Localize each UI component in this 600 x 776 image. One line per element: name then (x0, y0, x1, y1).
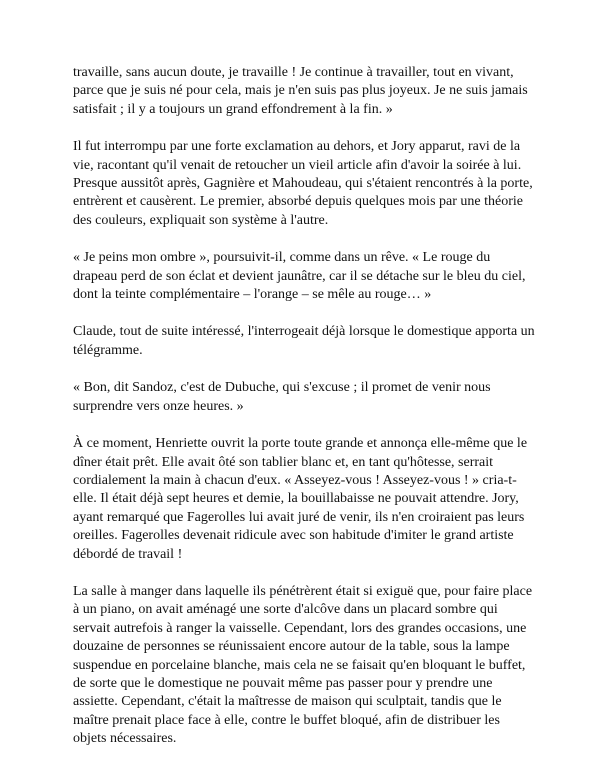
paragraph-4: Claude, tout de suite intéressé, l'interrogeait déjà lorsque le domestique apporta un télégramme. (73, 324, 535, 358)
paragraph-3: « Je peins mon ombre », poursuivit-il, comme dans un rêve. « Le rouge du drapeau perd de son éclat et devient jaunâtre, car il se détache sur le bleu du ciel, dont la teinte complémentaire – l'orange – se mêle au rouge… » (73, 250, 526, 303)
paragraph-2: Il fut interrompu par une forte exclamation au dehors, et Jory apparut, ravi de la vie, racontant qu'il venait de retoucher un vieil article afin d'avoir la soirée à lui. Presque aussitôt après, Gagnière et Mahoudeau, qui s'étaient rencontrés à la porte, entrèrent et causèrent. Le premier, absorbé depuis quelques mois par une théorie des couleurs, expliquait son système à l'autre. (73, 139, 533, 228)
paragraph-1: travaille, sans aucun doute, je travaille ! Je continue à travailler, tout en vivant, parce que je suis né pour cela, mais je n'en suis pas plus joyeux. Je ne suis jamais satisfait ; il y a toujours un grand effondrement à la fin. » (73, 65, 528, 117)
paragraph-5: « Bon, dit Sandoz, c'est de Dubuche, qui s'excuse ; il promet de venir nous surprendre vers onze heures. » (73, 380, 491, 414)
body-text (73, 64, 535, 768)
paragraph-6: À ce moment, Henriette ouvrit la porte toute grande et annonça elle-même que le dîner était prêt. Elle avait ôté son tablier blanc et, en tant qu'hôtesse, serrait cordialement la main à chacun d'eux. « Asseyez-vous ! Asseyez-vous ! » cria-t-elle. Il était déjà sept heures et demie, la bouillabaisse ne pouvait attendre. Jory, ayant remarqué que Fagerolles lui avait juré de venir, ils n'en croiraient pas leurs oreilles. Fagerolles devenait ridicule avec son habitude d'imiter le grand artiste débordé de travail ! (73, 436, 528, 562)
paragraph-7: La salle à manger dans laquelle ils pénétrèrent était si exiguë que, pour faire place à un piano, on avait aménagé une sorte d'alcôve dans un placard sombre qui servait autrefois à ranger la vaisselle. Cependant, lors des grandes occasions, une douzaine de personnes se réunissaient encore autour de la table, sous la lampe suspendue en porcelaine blanche, mais cela ne se faisait qu'en bloquant le buffet, de sorte que le domestique ne pouvait même pas passer pour y prendre une assiette. Cependant, c'était la maîtresse de maison qui sculptait, tandis que le maître prenait place face à elle, contre le buffet bloqué, afin de distribuer les objets nécessaires. (73, 583, 533, 747)
